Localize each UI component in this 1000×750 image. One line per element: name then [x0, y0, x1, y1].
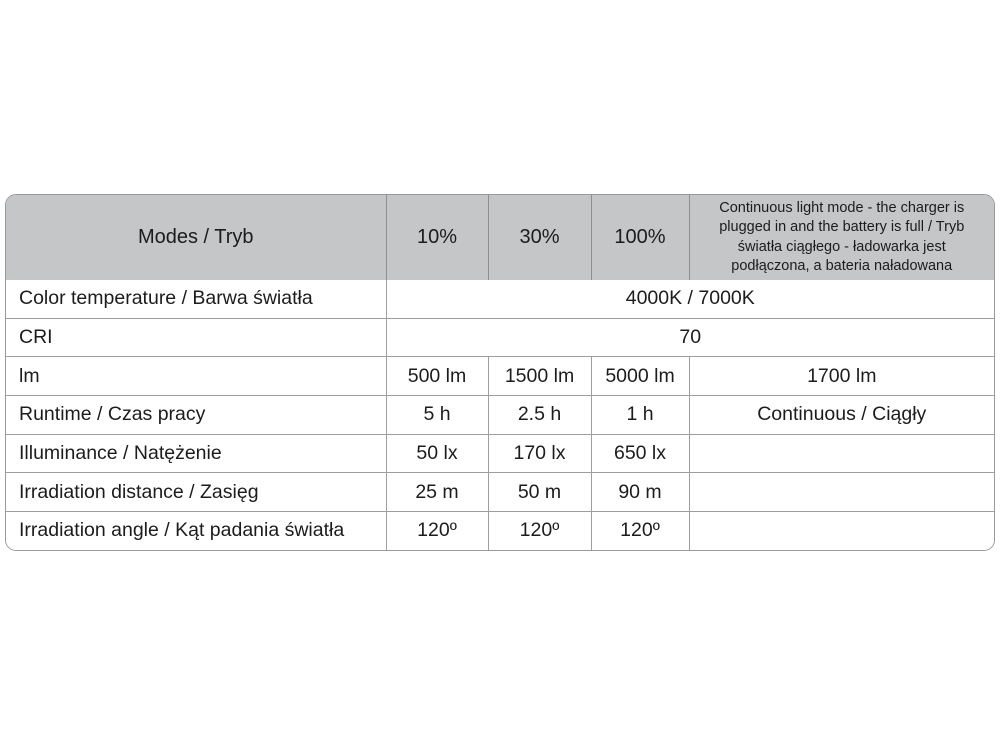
row-value: 120º — [591, 512, 689, 550]
header-cell-mode-10: 10% — [386, 195, 488, 280]
row-value: 1500 lm — [488, 357, 591, 396]
row-label: CRI — [6, 318, 386, 357]
header-row — [6, 195, 994, 280]
row-value-span: 70 — [386, 318, 994, 357]
spec-table-container — [5, 194, 995, 551]
row-label: Color temperature / Barwa światła — [6, 280, 386, 318]
row-value: 90 m — [591, 473, 689, 512]
header-cell-mode-30: 30% — [488, 195, 591, 280]
row-irradiation-distance — [6, 473, 994, 512]
row-runtime — [6, 396, 994, 435]
row-value — [689, 434, 994, 473]
row-value: 5000 lm — [591, 357, 689, 396]
row-value: 50 lx — [386, 434, 488, 473]
row-value: 1700 lm — [689, 357, 994, 396]
row-value: Continuous / Ciągły — [689, 396, 994, 435]
row-value: 50 m — [488, 473, 591, 512]
row-cri — [6, 318, 994, 357]
row-value: 120º — [386, 512, 488, 550]
header-cell-continuous-mode: Continuous light mode - the charger is plugged in and the battery is full / Tryb światła ciągłego - ładowarka jest podłączona, a bateria naładowana — [689, 195, 994, 280]
row-illuminance — [6, 434, 994, 473]
row-value: 1 h — [591, 396, 689, 435]
row-value: 650 lx — [591, 434, 689, 473]
row-label: Runtime / Czas pracy — [6, 396, 386, 435]
row-label: Illuminance / Natężenie — [6, 434, 386, 473]
row-color-temperature — [6, 280, 994, 318]
row-lumens — [6, 357, 994, 396]
row-label: Irradiation angle / Kąt padania światła — [6, 512, 386, 550]
row-value: 170 lx — [488, 434, 591, 473]
row-value: 5 h — [386, 396, 488, 435]
header-cell-modes: Modes / Tryb — [6, 195, 386, 280]
row-label: Irradiation distance / Zasięg — [6, 473, 386, 512]
spec-table — [6, 195, 994, 550]
header-cell-mode-100: 100% — [591, 195, 689, 280]
row-value: 25 m — [386, 473, 488, 512]
row-value — [689, 512, 994, 550]
row-value — [689, 473, 994, 512]
row-value: 500 lm — [386, 357, 488, 396]
row-value-span: 4000K / 7000K — [386, 280, 994, 318]
spec-table-header — [6, 195, 994, 280]
spec-table-body — [6, 280, 994, 550]
row-label: lm — [6, 357, 386, 396]
row-irradiation-angle — [6, 512, 994, 550]
row-value: 2.5 h — [488, 396, 591, 435]
row-value: 120º — [488, 512, 591, 550]
